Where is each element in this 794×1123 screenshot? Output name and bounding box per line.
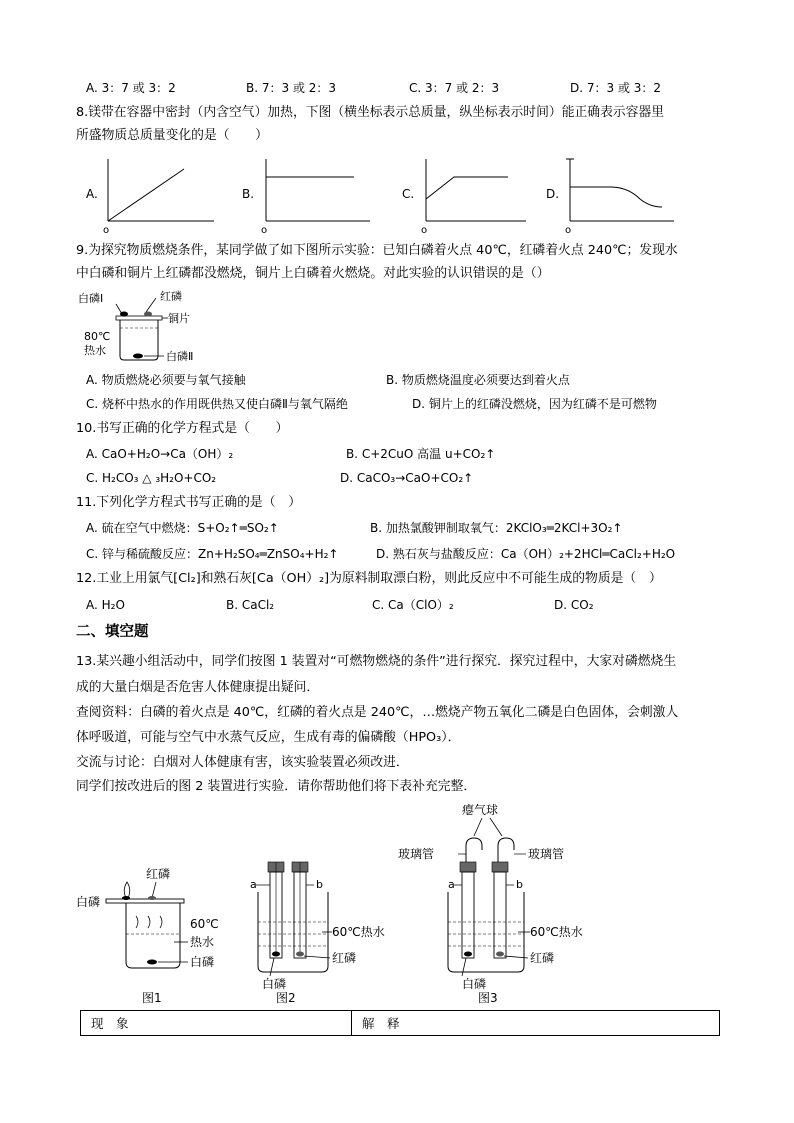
q8-graph-c (402, 159, 526, 235)
q13-figure-2 (236, 858, 396, 1008)
q7-option-a: A. 3：7 或 3：2 (86, 81, 176, 95)
fig3-label-tube-left: 玻璃管 (398, 847, 435, 861)
fig1-label-water: 热水 (190, 935, 215, 949)
q8-graph-d (546, 159, 674, 235)
q7-option-d: D. 7：3 或 3：2 (570, 81, 662, 95)
q13-line2: 成的大量白烟是否危害人体健康提出疑问． (76, 680, 320, 695)
q13-figure-3 (398, 798, 598, 1008)
q8-graph-d-origin: o (565, 225, 572, 235)
section-title: 二、填空题 (76, 624, 149, 640)
q12-option-d: D. CO₂ (554, 598, 594, 612)
q10-option-c: C. H₂CO₃ △ ₃H₂O+CO₂ (86, 471, 217, 485)
q9-option-d: D. 铜片上的红磷没燃烧，因为红磷不是可燃物 (412, 397, 657, 411)
fig1-label-temp: 60℃ (190, 917, 219, 931)
fig3-label-balloon: 瘪气球 (462, 803, 499, 817)
fig2-label-a: a (250, 878, 257, 891)
fig3-label-b: b (516, 878, 523, 891)
q9-figure (78, 288, 238, 366)
q8-graph-c-origin: o (421, 225, 428, 235)
q11-option-a: A. 硫在空气中燃烧：S+O₂↑═SO₂↑ (86, 521, 279, 535)
q7-option-b: B. 7：3 或 2：3 (246, 81, 337, 95)
q8-graph-b (242, 159, 370, 235)
fig2-caption: 图2 (276, 991, 296, 1005)
q8-graph-a-origin: o (103, 225, 110, 235)
q10-stem: 10.书写正确的化学方程式是（ ） (76, 421, 289, 436)
fig1-label-white-p: 白磷 (76, 895, 101, 909)
q12-stem: 12.工业上用氯气[Cl₂]和熟石灰[Ca（OH）₂]为原料制取漂白粉，则此反应中不可能生成的物质是（ ） (76, 571, 662, 586)
fig3-label-red-p: 红磷 (530, 951, 555, 965)
fig2-label-red-p: 红磷 (332, 951, 357, 965)
q9-option-b: B. 物质燃烧温度必须要达到着火点 (386, 373, 570, 387)
q8-graph-a-label: A. (86, 187, 98, 201)
fig3-label-water: 60℃热水 (530, 925, 583, 939)
q12-option-c: C. Ca（ClO）₂ (372, 598, 454, 612)
q9-label-copper: 铜片 (168, 312, 190, 325)
q13-answer-table (80, 1010, 720, 1036)
q13-line5: 交流与讨论：白烟对人体健康有害，该实验装置必须改进． (76, 755, 409, 770)
q9-label-red-p: 红磷 (160, 290, 182, 303)
q13-line3: 查阅资料：白磷的着火点是 40℃，红磷的着火点是 240℃，…燃烧产物五氧化二磷是白色固体，会刺激人 (76, 705, 679, 720)
q9-option-a: A. 物质燃烧必须要与氧气接触 (86, 373, 246, 387)
q13-line1: 13.某兴趣小组活动中，同学们按图 1 装置对“可燃物燃烧的条件”进行探究．探究过程中，大家对磷燃烧生 (76, 654, 677, 669)
q11-stem: 11.下列化学方程式书写正确的是（ ） (76, 495, 302, 510)
q9-stem-line2: 中白磷和铜片上红磷都没燃烧，铜片上白磷着火燃烧。对此实验的认识错误的是（） (76, 266, 550, 281)
q9-stem-line1: 9.为探究物质燃烧条件，某同学做了如下图所示实验：已知白磷着火点 40℃，红磷着火点 240℃；发现水 (76, 243, 678, 258)
fig2-label-b: b (316, 878, 323, 891)
table-header-phenomenon: 现 象 (81, 1011, 352, 1036)
q8-graphs (80, 155, 720, 235)
q13-line4: 体呼吸道，可能与空气中水蒸气反应，生成有毒的偏磷酸（HPO₃）． (76, 730, 461, 745)
q8-stem-line1: 8.镁带在容器中密封（内含空气）加热，下图（横坐标表示总质量，纵坐标表示时间）能正确表示容器里 (76, 105, 665, 120)
fig1-caption: 图1 (142, 991, 162, 1005)
q10-option-b: B. C+2CuO 高温 u+CO₂↑ (346, 447, 496, 461)
q8-graph-b-label: B. (242, 187, 255, 201)
q8-graph-b-origin: o (261, 225, 268, 235)
fig3-label-tube-right: 玻璃管 (528, 847, 565, 861)
q7-option-c: C. 3：7 或 2：3 (409, 81, 500, 95)
q11-option-b: B. 加热氯酸钾制取氧气：2KClO₃═2KCl+3O₂↑ (370, 521, 623, 535)
table-header-explanation: 解 释 (352, 1011, 720, 1036)
q11-option-d: D. 熟石灰与盐酸反应：Ca（OH）₂+2HCl═CaCl₂+H₂O (376, 547, 676, 561)
q12-option-a: A. H₂O (86, 598, 125, 612)
q8-graph-d-label: D. (546, 187, 560, 201)
q11-option-c: C. 锌与稀硫酸反应：Zn+H₂SO₄═ZnSO₄+H₂↑ (86, 547, 339, 561)
q12-option-b: B. CaCl₂ (226, 598, 275, 612)
q10-option-d: D. CaCO₃→CaO+CO₂↑ (340, 471, 474, 485)
fig1-label-white-p-bottom: 白磷 (190, 955, 215, 969)
fig2-label-white-p: 白磷 (262, 977, 287, 991)
table-row (81, 1011, 720, 1036)
fig3-caption: 图3 (478, 991, 498, 1005)
fig2-label-water: 60℃热水 (332, 925, 385, 939)
q8-graph-c-label: C. (402, 187, 415, 201)
q10-option-a: A. CaO+H₂O→Ca（OH）₂ (86, 447, 234, 461)
fig3-label-a: a (448, 878, 455, 891)
fig1-label-red-p: 红磷 (146, 867, 171, 881)
q8-stem-line2: 所盛物质总质量变化的是（ ） (76, 128, 268, 143)
q8-graph-a (86, 159, 214, 235)
q9-label-water: 热水 (84, 344, 106, 357)
q9-label-temp: 80℃ (84, 330, 111, 343)
q9-label-white-p2: 白磷Ⅱ (166, 350, 194, 363)
q9-label-white-p1: 白磷Ⅰ (78, 292, 104, 305)
fig3-label-white-p: 白磷 (462, 977, 487, 991)
q13-line6: 同学们按改进后的图 2 装置进行实验．请你帮助他们将下表补充完整． (76, 779, 477, 794)
q9-option-c: C. 烧杯中热水的作用既供热又使白磷Ⅱ与氧气隔绝 (86, 397, 348, 411)
q13-figure-1 (74, 862, 234, 1008)
